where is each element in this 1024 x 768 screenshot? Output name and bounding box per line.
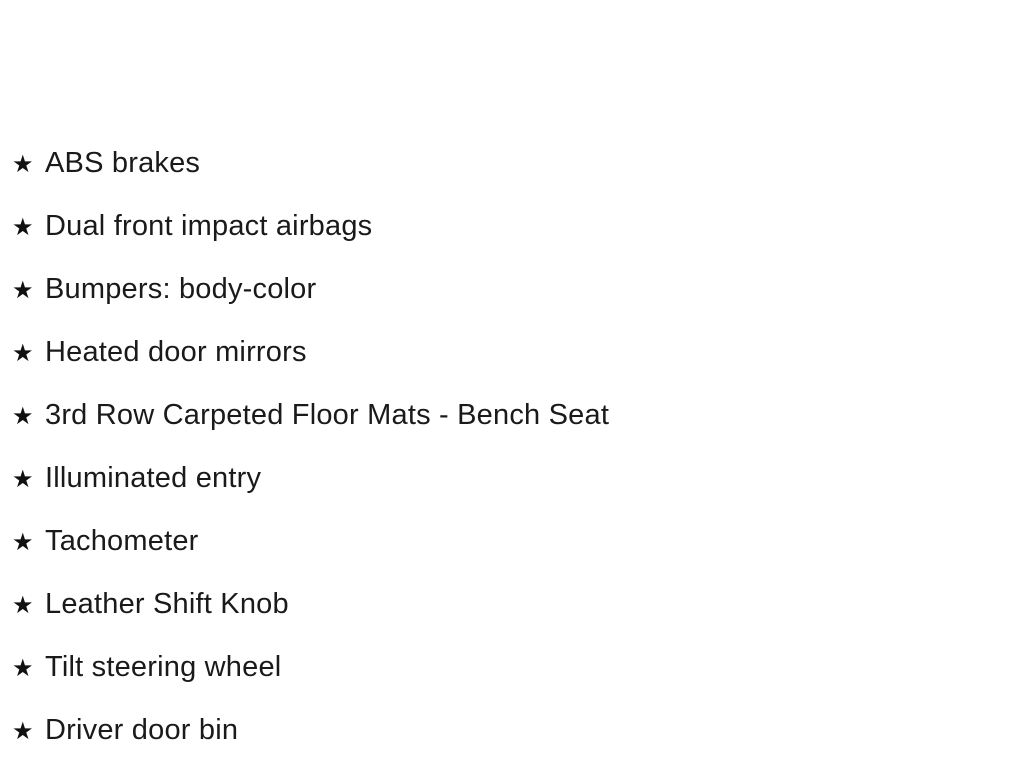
- list-item: [12, 195, 1024, 258]
- list-item: [12, 258, 1024, 321]
- list-item: [12, 132, 1024, 195]
- list-item: [12, 384, 1024, 447]
- feature-label: ABS brakes: [45, 147, 201, 179]
- list-item: [12, 321, 1024, 384]
- star-icon: ★: [12, 403, 34, 430]
- feature-label: Illuminated entry: [45, 462, 262, 494]
- star-icon: ★: [12, 655, 34, 682]
- star-icon: ★: [12, 466, 34, 493]
- list-item: [12, 573, 1024, 636]
- feature-label: Bumpers: body-color: [45, 273, 317, 305]
- feature-label: Dual front impact airbags: [45, 210, 373, 242]
- list-item: [12, 447, 1024, 510]
- star-icon: ★: [12, 214, 34, 241]
- feature-label: Tilt steering wheel: [45, 651, 282, 683]
- star-icon: ★: [12, 340, 34, 367]
- feature-label: Heated door mirrors: [45, 336, 307, 368]
- star-icon: ★: [12, 718, 34, 745]
- feature-label: 3rd Row Carpeted Floor Mats - Bench Seat: [45, 399, 610, 431]
- star-icon: ★: [12, 151, 34, 178]
- feature-label: Tachometer: [45, 525, 199, 557]
- star-icon: ★: [12, 529, 34, 556]
- star-icon: ★: [12, 277, 34, 304]
- list-item: [12, 699, 1024, 762]
- list-item: [12, 636, 1024, 699]
- list-item: [12, 510, 1024, 573]
- feature-label: Driver door bin: [45, 714, 239, 746]
- star-icon: ★: [12, 592, 34, 619]
- feature-label: Leather Shift Knob: [45, 588, 289, 620]
